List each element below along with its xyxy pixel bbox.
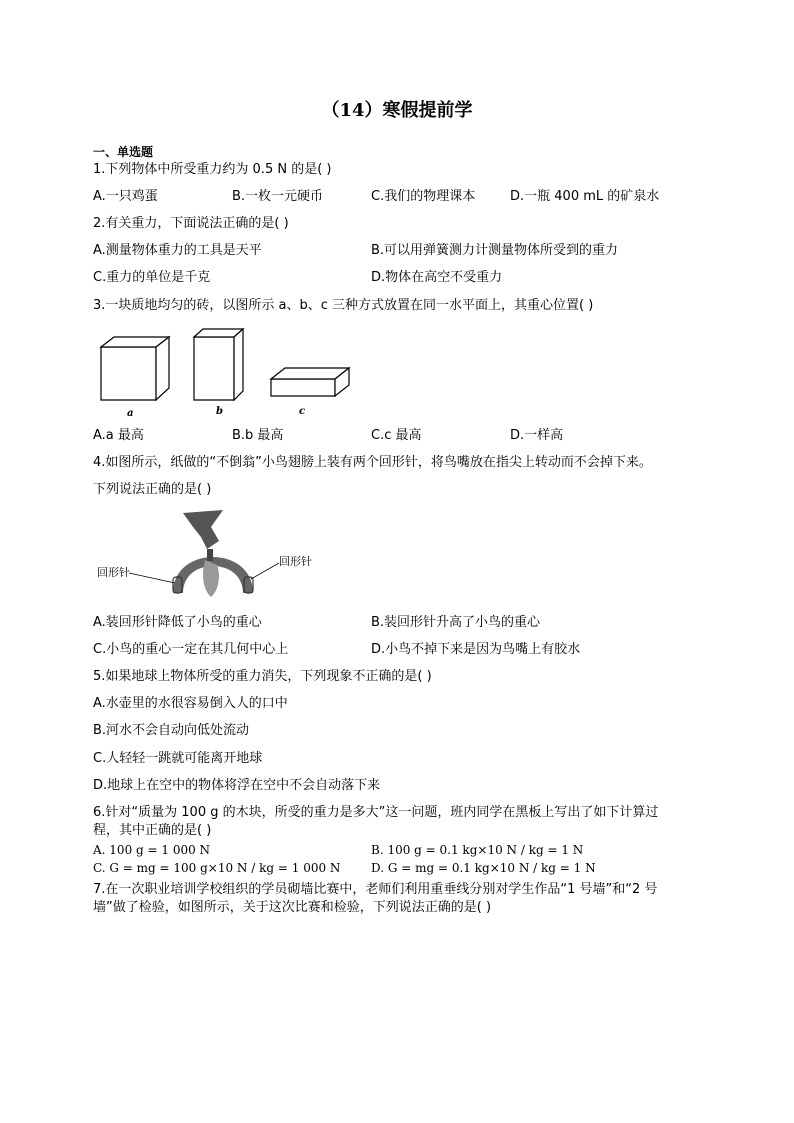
q4-option-b: B.装回形针升高了小鸟的重心	[371, 615, 541, 630]
q5-option-b: B.河水不会自动向低处流动	[93, 723, 250, 738]
q1-option-b: B.一枚一元硬币	[232, 189, 324, 204]
brick-a	[101, 337, 169, 400]
q4-option-d: D.小鸟不掉下来是因为鸟嘴上有胶水	[371, 642, 581, 657]
q3-option-c: C.c 最高	[371, 428, 422, 443]
q6-option-c: C. G = mg = 100 g×10 N / kg = 1 000 N	[93, 861, 341, 875]
q4-option-a: A.装回形针降低了小鸟的重心	[93, 615, 262, 630]
q2-option-b: B.可以用弹簧测力计测量物体所受到的重力	[371, 243, 619, 258]
question-4-stem-line2: 下列说法正确的是( )	[93, 482, 212, 497]
brick-a-label: a	[127, 408, 134, 419]
q5-option-c: C.人轻轻一跳就可能离开地球	[93, 751, 263, 766]
q4-option-c: C.小鸟的重心一定在其几何中心上	[93, 642, 289, 657]
brick-b	[194, 329, 243, 400]
q2-option-c: C.重力的单位是千克	[93, 270, 211, 285]
question-4-stem-line1: 4.如图所示，纸做的“不倒翁”小鸟翅膀上装有两个回形针，将鸟嘴放在指尖上转动而不会掉下来。	[93, 455, 652, 470]
question-6-stem-line2: 程，其中正确的是( )	[93, 823, 212, 838]
left-paperclip-label: 回形针	[97, 566, 130, 579]
q5-option-d: D.地球上在空中的物体将浮在空中不会自动落下来	[93, 778, 381, 793]
brick-b-label: b	[216, 406, 223, 417]
bird-body	[173, 510, 253, 597]
section-heading: 一、单选题	[93, 145, 154, 159]
page-title: （14）寒假提前学	[321, 100, 473, 121]
q1-option-c: C.我们的物理课本	[371, 189, 476, 204]
q3-option-a: A.a 最高	[93, 428, 144, 443]
bird-figure	[93, 505, 333, 610]
brick-c	[271, 368, 349, 396]
q2-option-d: D.物体在高空不受重力	[371, 270, 503, 285]
question-5-stem: 5.如果地球上物体所受的重力消失，下列现象不正确的是( )	[93, 669, 432, 684]
brick-c-label: c	[299, 406, 306, 417]
q6-option-d: D. G = mg = 0.1 kg×10 N / kg = 1 N	[371, 861, 596, 875]
q2-option-a: A.测量物体重力的工具是天平	[93, 243, 262, 258]
q1-option-d: D.一瓶 400 mL 的矿泉水	[510, 189, 660, 204]
question-1-stem: 1.下列物体中所受重力约为 0.5 N 的是( )	[93, 162, 332, 177]
q3-option-d: D.一样高	[510, 428, 564, 443]
q6-option-b: B. 100 g = 0.1 kg×10 N / kg = 1 N	[371, 843, 584, 857]
q1-option-a: A.一只鸡蛋	[93, 189, 158, 204]
q3-option-b: B.b 最高	[232, 428, 284, 443]
question-7-stem-line2: 墙”做了检验，如图所示，关于这次比赛和检验，下列说法正确的是( )	[93, 900, 492, 915]
question-2-stem: 2.有关重力，下面说法正确的是( )	[93, 216, 289, 231]
question-6-stem-line1: 6.针对“质量为 100 g 的木块，所受的重力是多大”这一问题，班内同学在黑板上写出了如下计算过	[93, 805, 659, 820]
question-7-stem-line1: 7.在一次职业培训学校组织的学员砌墙比赛中，老师们利用重垂线分别对学生作品“1 号墙”和“2 号	[93, 882, 658, 897]
right-paperclip-label: 回形针	[279, 555, 312, 568]
q5-option-a: A.水壶里的水很容易倒入人的口中	[93, 696, 288, 711]
bricks-figure	[96, 325, 366, 420]
question-3-stem: 3.一块质地均匀的砖，以图所示 a、b、c 三种方式放置在同一水平面上，其重心位置( )	[93, 298, 594, 313]
q6-option-a: A. 100 g = 1 000 N	[93, 843, 211, 857]
